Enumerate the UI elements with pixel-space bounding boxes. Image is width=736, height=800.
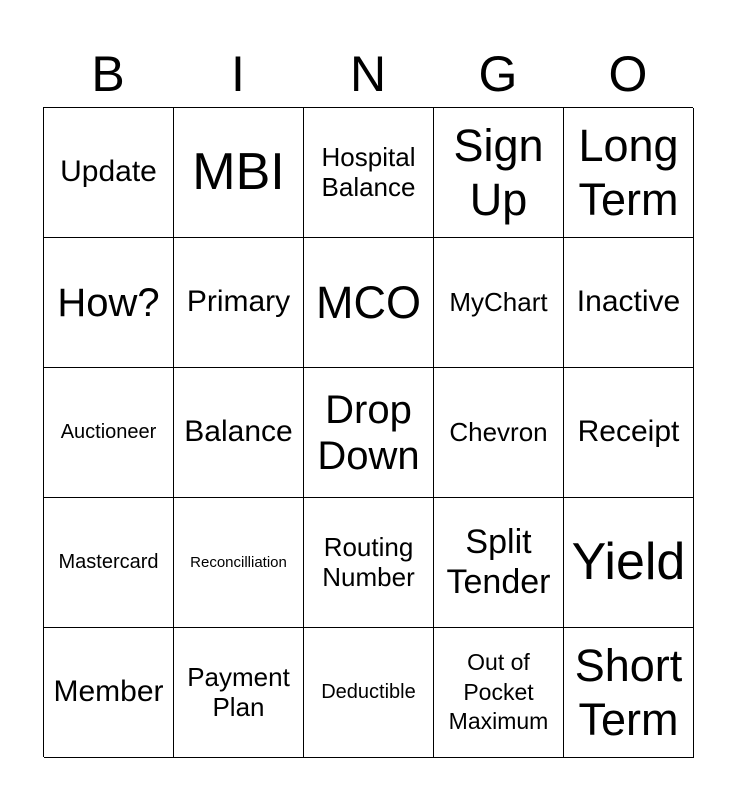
bingo-cell[interactable]: Yield bbox=[564, 498, 694, 628]
bingo-cell[interactable]: Split Tender bbox=[434, 498, 564, 628]
header-letter-n: N bbox=[349, 46, 387, 102]
bingo-cell[interactable]: Drop Down bbox=[304, 368, 434, 498]
bingo-cell[interactable]: Balance bbox=[174, 368, 304, 498]
bingo-cell[interactable]: Inactive bbox=[564, 238, 694, 368]
bingo-cell[interactable]: Mastercard bbox=[44, 498, 174, 628]
bingo-cell[interactable]: How? bbox=[44, 238, 174, 368]
bingo-cell[interactable]: Chevron bbox=[434, 368, 564, 498]
bingo-cell[interactable]: Sign Up bbox=[434, 108, 564, 238]
bingo-cell[interactable]: Primary bbox=[174, 238, 304, 368]
header-letter-g: G bbox=[478, 46, 518, 102]
bingo-cell[interactable]: Deductible bbox=[304, 628, 434, 758]
bingo-cell[interactable]: Receipt bbox=[564, 368, 694, 498]
bingo-cell[interactable]: Routing Number bbox=[304, 498, 434, 628]
bingo-cell[interactable]: Short Term bbox=[564, 628, 694, 758]
bingo-cell[interactable]: Member bbox=[44, 628, 174, 758]
header-letter-i: I bbox=[231, 46, 245, 102]
bingo-cell[interactable]: Long Term bbox=[564, 108, 694, 238]
header-letter-o: O bbox=[608, 46, 648, 102]
bingo-cell[interactable]: Hospital Balance bbox=[304, 108, 434, 238]
bingo-cell[interactable]: MBI bbox=[174, 108, 304, 238]
bingo-cell[interactable]: Payment Plan bbox=[174, 628, 304, 758]
bingo-header bbox=[43, 44, 693, 104]
bingo-cell[interactable]: Update bbox=[44, 108, 174, 238]
bingo-cell[interactable]: Auctioneer bbox=[44, 368, 174, 498]
bingo-cell[interactable]: MCO bbox=[304, 238, 434, 368]
bingo-cell[interactable]: Out of Pocket Maximum bbox=[434, 628, 564, 758]
bingo-cell[interactable]: Reconcilliation bbox=[174, 498, 304, 628]
bingo-board bbox=[43, 107, 693, 757]
bingo-cell[interactable]: MyChart bbox=[434, 238, 564, 368]
header-letter-b: B bbox=[91, 46, 125, 102]
